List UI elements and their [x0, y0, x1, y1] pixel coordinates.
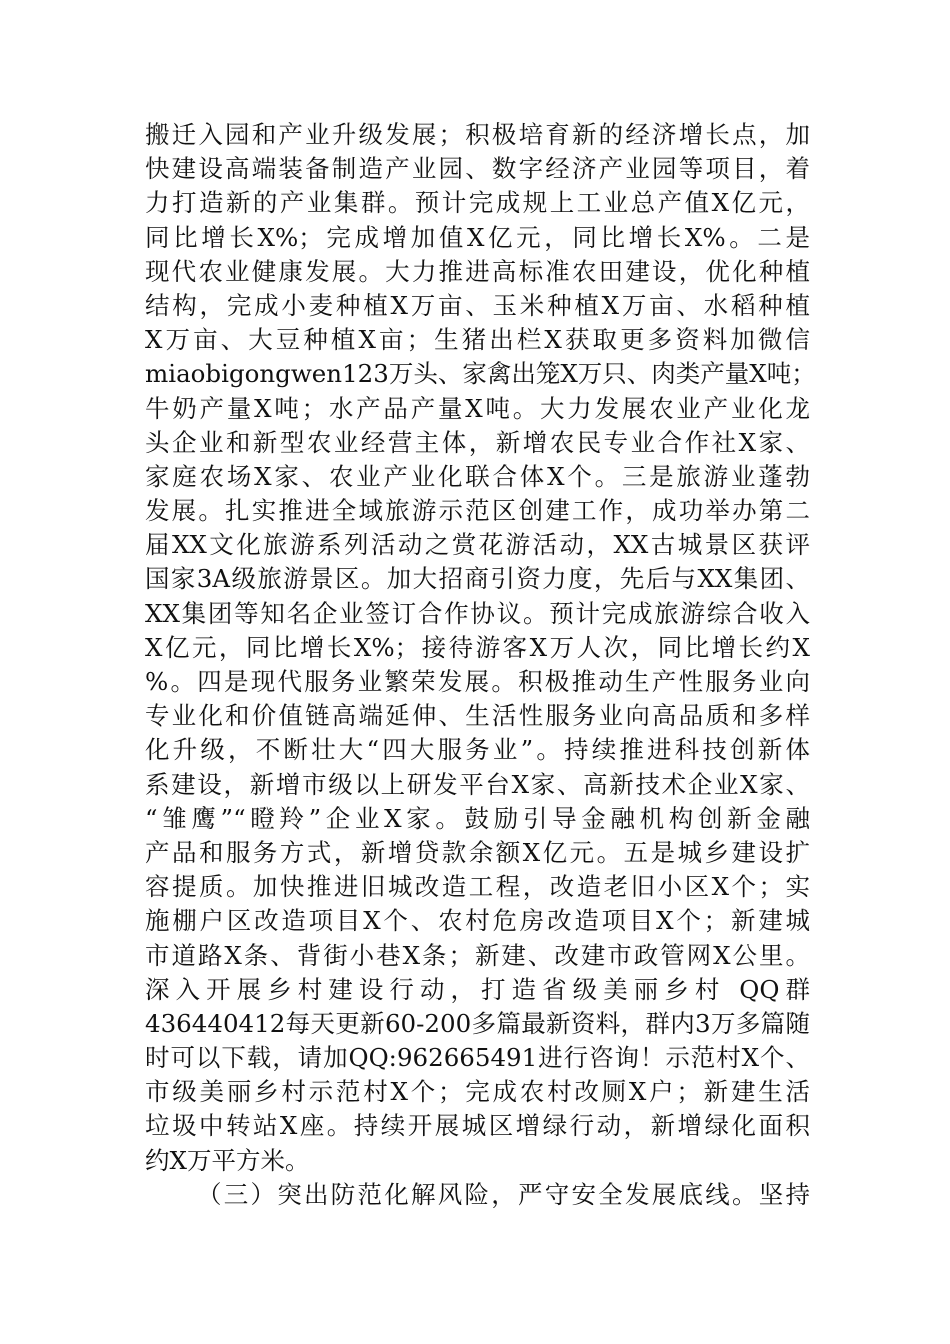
text-line: 施棚户区改造项目X个、农村危房改造项目X个；新建城: [145, 906, 810, 936]
text-line: 时可以下载，请加QQ:962665491进行咨询！示范村X个、: [145, 1043, 810, 1073]
text-line: X亿元，同比增长X%；接待游客X万人次，同比增长约X: [145, 632, 810, 662]
text-line: XX集团等知名企业签订合作协议。预计完成旅游综合收入: [145, 598, 810, 628]
text-line: “雏鹰”“瞪羚”企业X家。鼓励引导金融机构创新金融: [145, 803, 810, 833]
text-line: 化升级，不断壮大“四大服务业”。持续推进科技创新体: [145, 735, 810, 765]
text-line: 快建设高端装备制造产业园、数字经济产业园等项目，着: [145, 154, 810, 184]
text-line: %。四是现代服务业繁荣发展。积极推动生产性服务业向: [145, 667, 810, 696]
text-line: 牛奶产量X吨；水产品产量X吨。大力发展农业产业化龙: [145, 393, 810, 423]
text-line: 系建设，新增市级以上研发平台X家、高新技术企业X家、: [145, 769, 810, 799]
text-line: 发展。扎实推进全域旅游示范区创建工作，成功举办第二: [145, 496, 810, 526]
text-line: 结构，完成小麦种植X万亩、玉米种植X万亩、水稻种植: [145, 290, 810, 320]
text-line: 市级美丽乡村示范村X个；完成农村改厕X户；新建生活: [145, 1077, 810, 1107]
text-line: X万亩、大豆种植X亩；生猪出栏X获取更多资料加微信: [145, 325, 810, 355]
text-line: 力打造新的产业集群。预计完成规上工业总产值X亿元，: [145, 188, 810, 218]
text-line: 搬迁入园和产业升级发展；积极培育新的经济增长点，加: [145, 120, 810, 149]
text-line: 垃圾中转站X座。持续开展城区增绿行动，新增绿化面积: [145, 1111, 810, 1141]
text-line: 同比增长X%；完成增加值X亿元，同比增长X%。二是: [145, 222, 810, 252]
text-line: 市道路X条、背街小巷X条；新建、改建市政管网X公里。: [145, 940, 810, 970]
text-line: 专业化和价值链高端延伸、生活性服务业向高品质和多样: [145, 701, 810, 731]
body-text: [145, 118, 816, 1212]
text-line: 深入开展乡村建设行动，打造省级美丽乡村 QQ群: [145, 974, 810, 1004]
text-line: 436440412每天更新60-200多篇最新资料，群内3万多篇随: [145, 1008, 810, 1038]
text-line: 现代农业健康发展。大力推进高标准农田建设，优化种植: [145, 256, 810, 286]
section-heading-line: （三）突出防范化解风险，严守安全发展底线。坚持: [197, 1179, 810, 1209]
text-line: 产品和服务方式，新增贷款余额X亿元。五是城乡建设扩: [145, 837, 810, 867]
text-line: 头企业和新型农业经营主体，新增农民专业合作社X家、: [145, 427, 810, 457]
text-line: 家庭农场X家、农业产业化联合体X个。三是旅游业蓬勃: [145, 461, 810, 491]
text-line: miaobigongwen123万头、家禽出笼X万只、肉类产量X吨；: [145, 359, 816, 389]
text-line: 容提质。加快推进旧城改造工程，改造老旧小区X个；实: [145, 872, 810, 902]
text-line: 国家3A级旅游景区。加大招商引资力度，先后与XX集团、: [145, 564, 810, 594]
text-line: 约X万平方米。: [145, 1145, 310, 1175]
text-line: 届XX文化旅游系列活动之赏花游活动，XX古城景区获评: [145, 530, 810, 560]
